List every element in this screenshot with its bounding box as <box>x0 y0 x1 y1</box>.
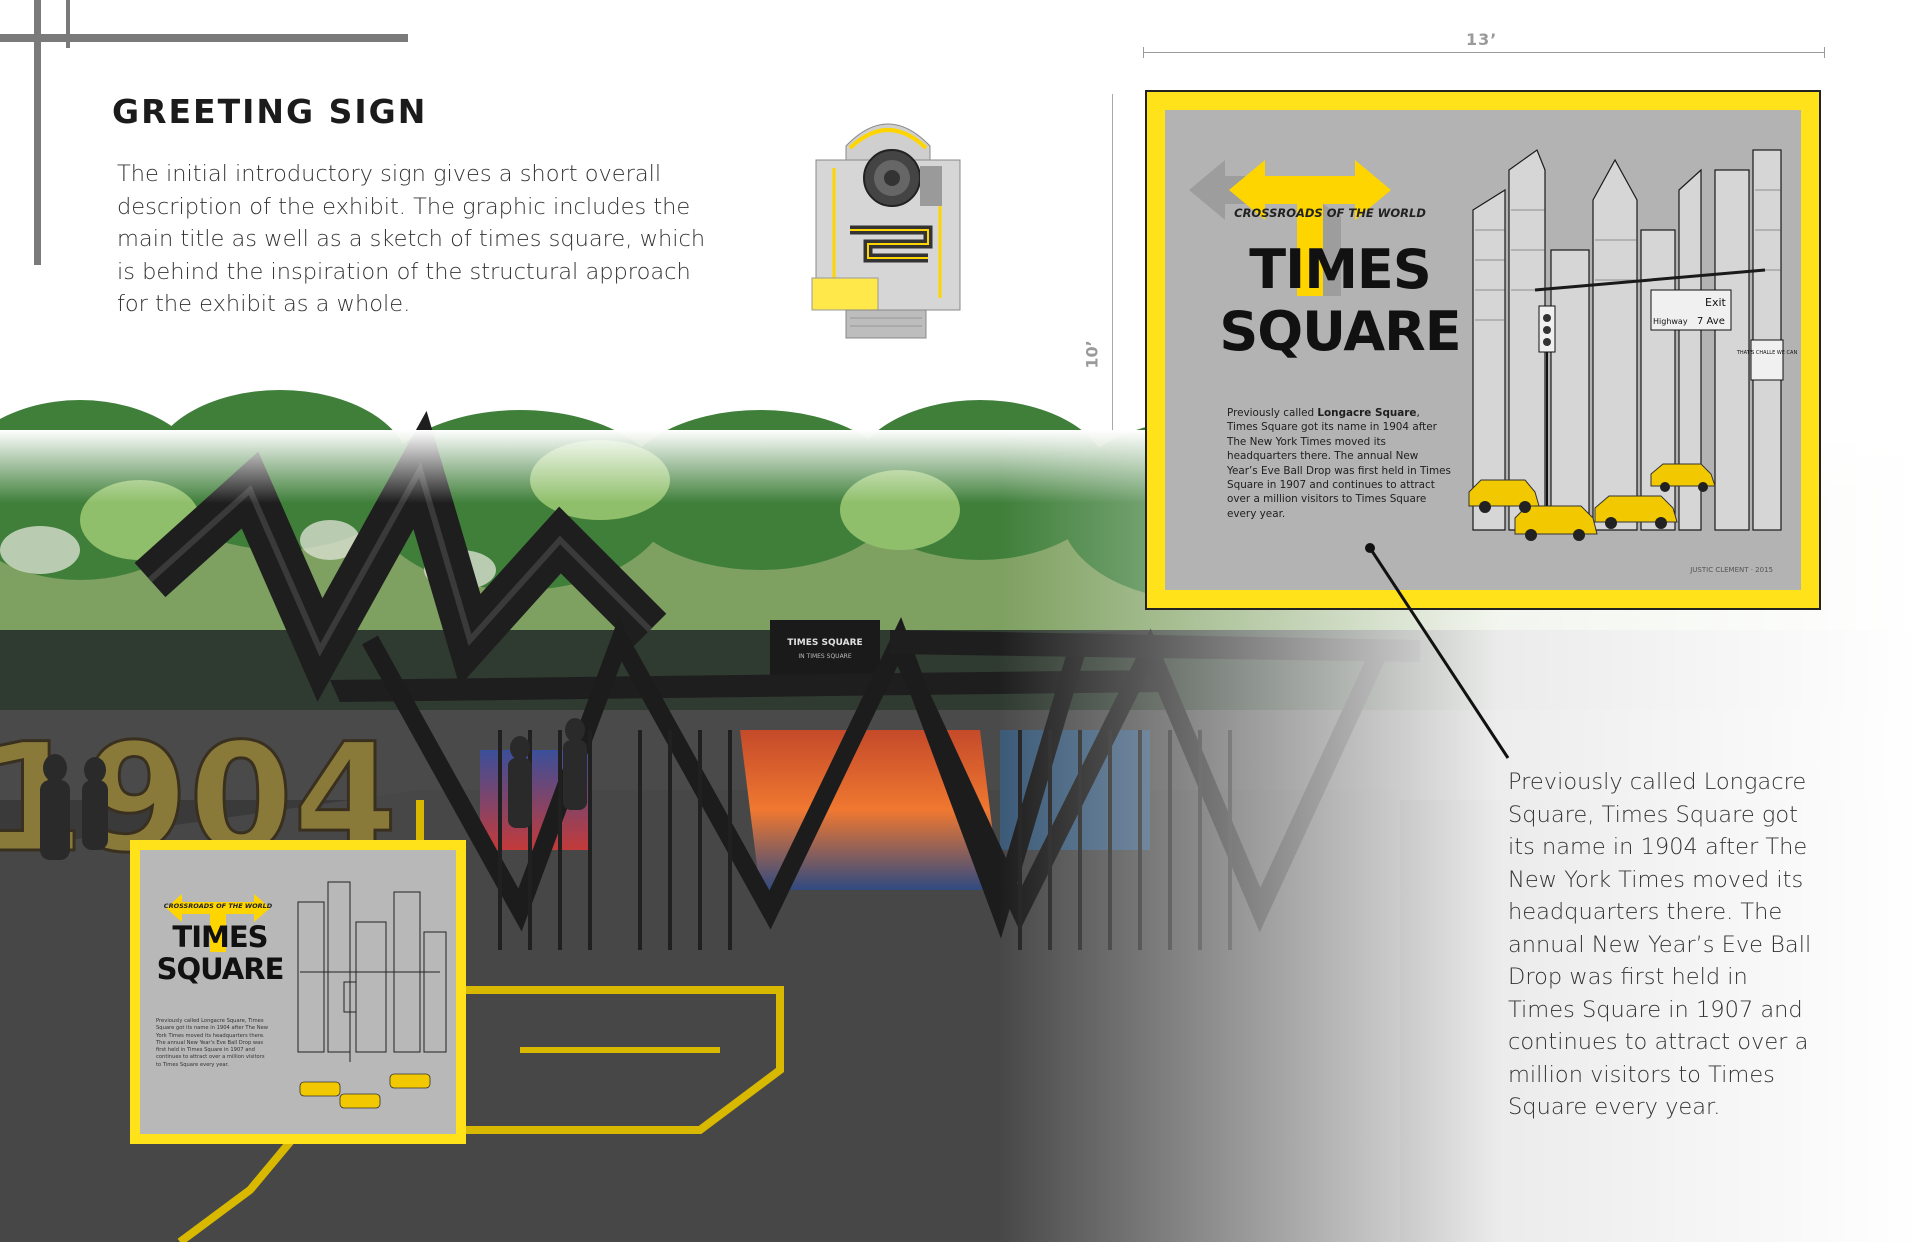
sign-body-rest: , Times Square got its name in 1904 after The New York Times moved its headquarters there. The annual New Year’s Eve Ball Drop was first held in Times Square in 1907 and continues to attract over a million visitors to Times Square every year. <box>1227 407 1451 520</box>
intro-paragraph: The initial introductory sign gives a short overall description of the exhibit. The graphic includes the main title as well as a sketch of times square, which is behind the inspiration of the structural approach for the exhibit as a whole. <box>117 161 706 317</box>
sketch-sign-highway: Highway <box>1653 317 1688 326</box>
times-square-skyline-sketch <box>1465 130 1798 570</box>
greeting-sign-panel <box>1165 110 1801 590</box>
sign-kicker: CROSSROADS OF THE WORLD <box>1234 206 1426 220</box>
floor-plan-thumbnail <box>810 108 964 340</box>
greeting-sign <box>1145 90 1821 610</box>
sign-credit: JUSTIC CLEMENT · 2015 <box>1690 566 1773 574</box>
page-title: GREETING SIGN <box>112 92 428 131</box>
sign-body-bold: Longacre Square <box>1317 407 1417 419</box>
callout-text: Previously called Longacre Square, Times Square got its name in 1904 after The New York Times moved its headquarters there. The annual New Year’s Eve Ball Drop was first held in Times Square in 1907 and continues to attract over a million visitors to Times Square every year. <box>1508 769 1812 1120</box>
small-sign-skyline-sketch <box>290 862 450 1127</box>
small-sign-title-line1: TIMES <box>172 920 268 954</box>
sign-title-line1: TIMES <box>1249 238 1431 301</box>
sign-body-lead: Previously called <box>1227 407 1318 419</box>
height-dimension-label: 10’ <box>1082 340 1102 369</box>
width-dimension-line <box>1143 52 1825 53</box>
deco-bar-vertical-left <box>34 0 41 265</box>
deco-bar-top <box>0 34 408 42</box>
render-small-sign-panel <box>140 850 456 1134</box>
small-sign-body: Previously called Longacre Square, Times Square got its name in 1904 after The New York Times moved its headquarters there. The annual New Year's Eve Ball Drop was first held in Times Square in 1907 and continues to attract over a million visitors to Times Square every year. <box>156 1018 269 1068</box>
small-sign-title-line2: SQUARE <box>156 952 284 986</box>
sign-body <box>1227 406 1452 521</box>
sketch-billboard: THAT'S CHALLE WE CAN <box>1736 350 1798 356</box>
sketch-sign-exit: Exit <box>1705 296 1726 309</box>
width-dimension-label: 13’ <box>1466 30 1498 49</box>
small-sign-kicker: CROSSROADS OF THE WORLD <box>163 902 273 910</box>
render-small-sign <box>130 840 466 1144</box>
deco-bar-vertical-left-2 <box>66 0 70 48</box>
sketch-sign-street: 7 Ave <box>1697 316 1725 327</box>
sign-title-line2: SQUARE <box>1219 300 1461 363</box>
